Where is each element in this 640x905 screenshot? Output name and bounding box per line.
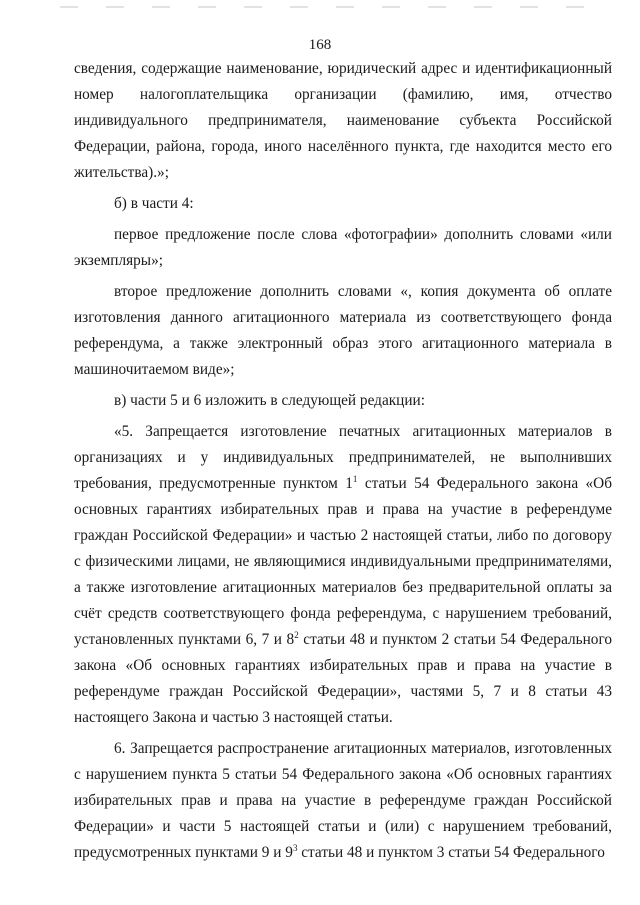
superscript: 2 [294,630,299,640]
superscript: 3 [292,843,298,853]
paragraph-part-6 [74,736,612,866]
part-6-text-b: статьи 48 и пунктом 3 статьи 54 Федерального [297,844,605,861]
part-5-text-c: статьи 48 и пунктом 2 статьи 54 Федерального закона «Об основных гарантиях избирательных прав и права на участие в референдуме граждан Российской Федерации», частями 5, 7 и 8 статьи 43 настоящего Закона и частью 3 настоящей статьи. [74,631,612,726]
paragraph-part-5 [74,419,612,731]
document-body [74,56,612,871]
part-5-text-b: статьи 54 Федерального закона «Об основных гарантиях избирательных прав и права на участие в референдуме граждан Российской Федерации» и частью 2 настоящей статьи, либо по договору с физическими лицами, не являющимися индивидуальными предпринимателями, а также изготовление агитационных материалов без предварительной оплаты за счёт средств соответствующего фонда референдума, с нарушением требований, установленных пунктами 6, 7 и 8 [74,475,612,648]
paragraph-v-parts-5-6: в) части 5 и 6 изложить в следующей редакции: [114,392,425,409]
paragraph-second-sentence: второе предложение дополнить словами «, копия документа об оплате изготовления данного агитационного материала из соответствующего фонда референдума, а также электронный образ этого агитационного материала в машиночитаемом виде»; [74,283,612,378]
superscript: 1 [352,474,358,484]
part-5-text-a: «5. Запрещается изготовление печатных агитационных материалов в организациях и у индивидуальных предпринимателей, не выполнивших требования, предусмотренные пунктом 1 [74,423,612,492]
paragraph-first-sentence: первое предложение после слова «фотографии» дополнить словами «или экземпляры»; [74,226,612,269]
paragraph-continuation: сведения, содержащие наименование, юридический адрес и идентификационный номер налогоплательщика организации (фамилию, имя, отчество индивидуального предпринимателя, наименование субъекта Российской Федерации, района, города, иного населённого пункта, где находится место его жительства).»; [74,60,612,181]
paragraph-b-part-4: б) в части 4: [114,195,194,212]
part-6-text-a: 6. Запрещается распространение агитационных материалов, изготовленных с нарушением пункта 5 статьи 54 Федерального закона «Об основных гарантиях избирательных прав и права на участие в референдуме граждан Российской Федерации» и части 5 настоящей статьи и (или) с нарушением требований, предусмотренных пунктами 9 и 9 [74,740,612,861]
page-number: 168 [308,37,332,53]
scan-artifact-line [60,6,600,8]
